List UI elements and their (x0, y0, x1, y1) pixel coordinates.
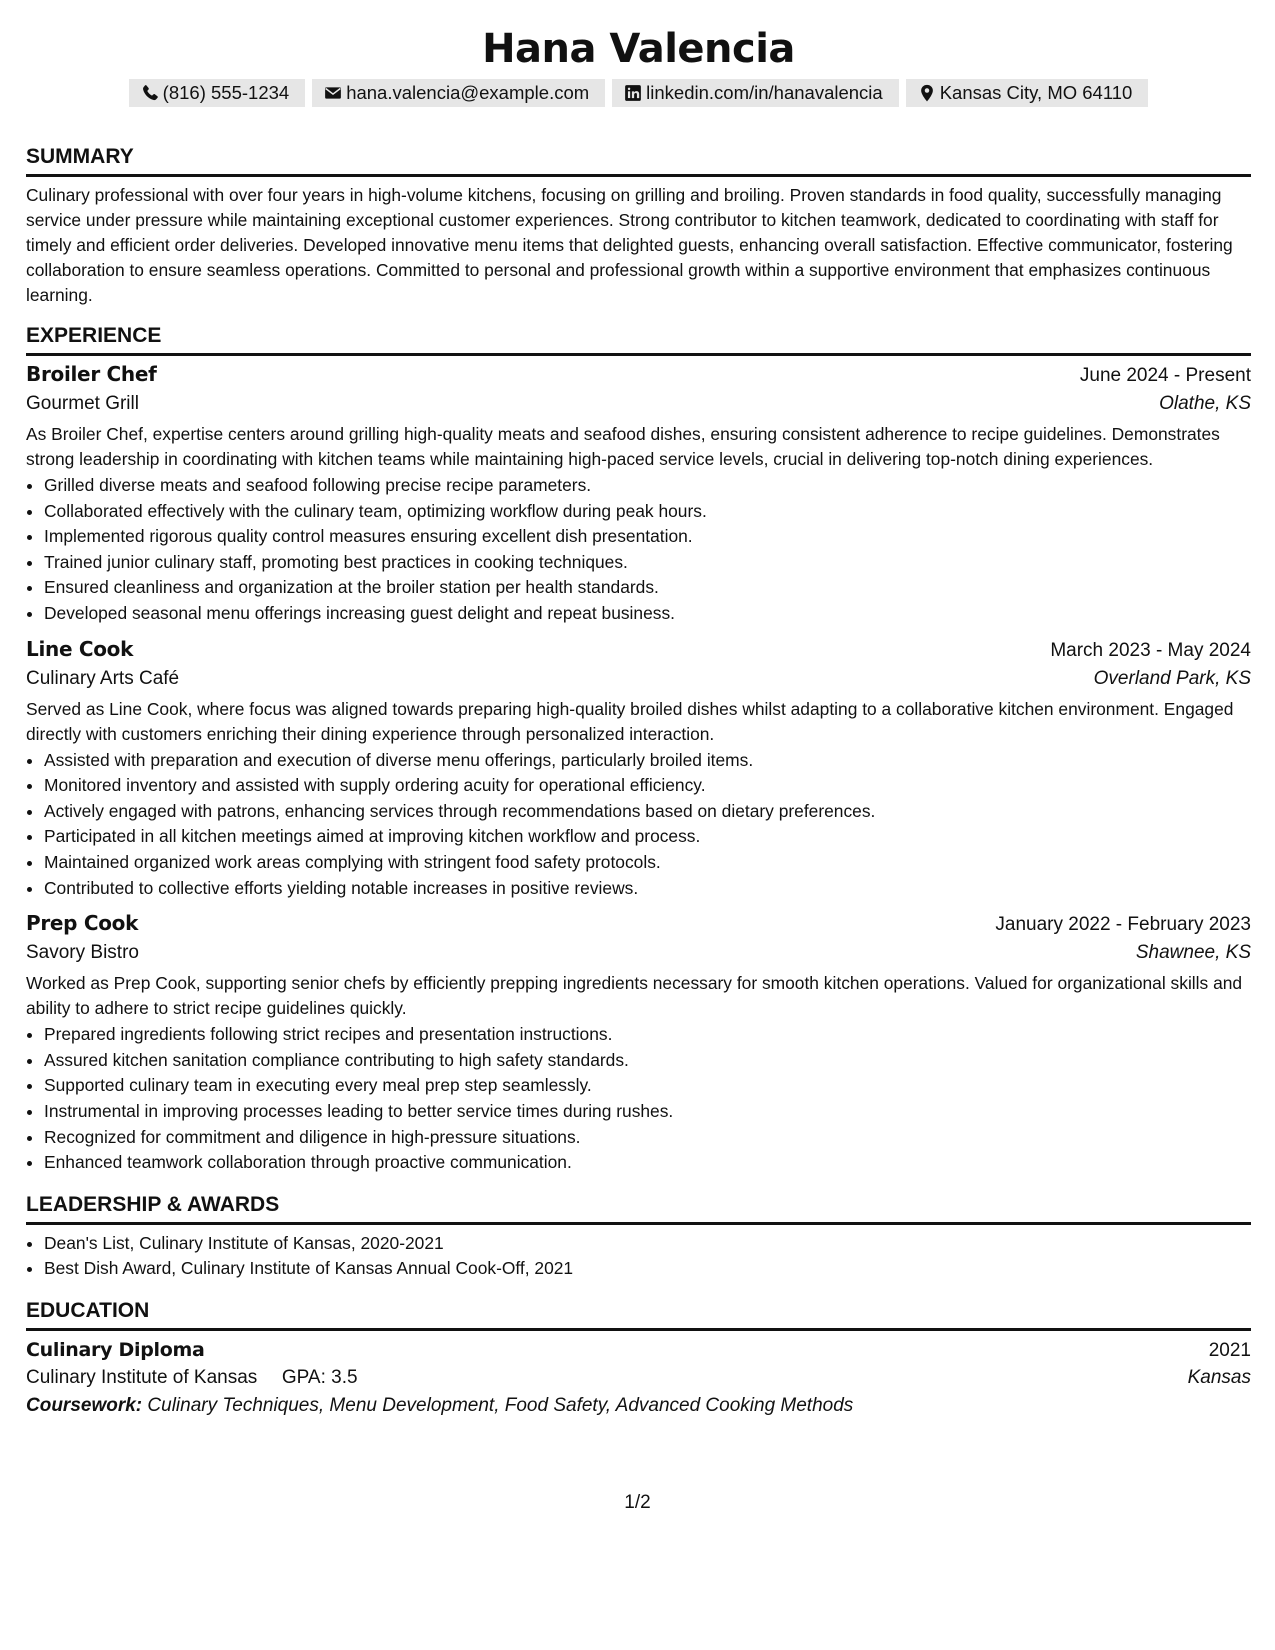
contact-linkedin-text: linkedin.com/in/hanavalencia (646, 82, 883, 103)
coursework-label: Coursework: (26, 1394, 143, 1416)
school-name: Culinary Institute of Kansas (26, 1366, 258, 1388)
section-title-education: EDUCATION (26, 1298, 1251, 1331)
coursework-list: Culinary Techniques, Menu Development, Food Safety, Advanced Cooking Methods (147, 1394, 854, 1416)
contact-bar (26, 79, 1251, 107)
list-item: • Grilled diverse meats and seafood following precise recipe parameters. (44, 473, 1251, 499)
job-dates: January 2022 - February 2023 (995, 914, 1251, 936)
contact-phone[interactable] (129, 79, 306, 107)
contact-phone-text: (816) 555-1234 (162, 82, 290, 103)
job-bullets (26, 473, 1251, 627)
list-item: • Enhanced teamwork collaboration through proactive communication. (44, 1150, 1251, 1176)
list-item: • Instrumental in improving processes leading to better service times during rushes. (44, 1099, 1251, 1125)
map-marker-icon (918, 84, 936, 102)
job-title: Prep Cook (26, 911, 139, 936)
summary-text: Culinary professional with over four years in high-volume kitchens, focusing on grilling and broiling. Proven standards in food quality, successfully managing service under pressure while maintaining exceptional customer experiences. Strong contributor to kitchen teamwork, dedicated to coordinating with staff for timely and efficient order deliveries. Developed innovative menu items that delighted guests, enhancing overall satisfaction. Effective communicator, fostering collaboration to ensure seamless operations. Committed to personal and professional growth within a supportive environment that emphasizes continuous learning. (26, 185, 1233, 305)
list-item: • Maintained organized work areas complying with stringent food safety protocols. (44, 850, 1251, 876)
job-title: Line Cook (26, 636, 134, 661)
resume-page (26, 22, 1251, 1417)
awards-section (26, 1192, 1251, 1282)
contact-email-text: hana.valencia@example.com (346, 82, 590, 103)
job-location: Olathe, KS (1159, 393, 1251, 414)
list-item: • Actively engaged with patrons, enhancing services through recommendations based on dietary preferences. (44, 799, 1251, 825)
list-item: • Dean's List, Culinary Institute of Kansas, 2020-2021 (44, 1231, 1251, 1257)
job-entry (26, 362, 1251, 627)
list-item: • Collaborated effectively with the culinary team, optimizing workflow during peak hours. (44, 499, 1251, 525)
list-item: • Participated in all kitchen meetings aimed at improving kitchen workflow and process. (44, 824, 1251, 850)
job-entry (26, 911, 1251, 1176)
phone-icon (141, 84, 159, 102)
contact-location-text: Kansas City, MO 64110 (939, 82, 1133, 103)
job-dates: March 2023 - May 2024 (1050, 639, 1251, 661)
graduation-year: 2021 (1208, 1339, 1251, 1361)
list-item: • Recognized for commitment and diligence in high-pressure situations. (44, 1125, 1251, 1151)
linkedin-icon (624, 84, 642, 102)
list-item: • Ensured cleanliness and organization at the broiler station per health standards. (44, 575, 1251, 601)
envelope-icon (324, 84, 342, 102)
section-title-summary: SUMMARY (26, 144, 1251, 177)
job-dates: June 2024 - Present (1079, 365, 1251, 386)
job-location: Overland Park, KS (1093, 667, 1251, 689)
degree-title: Culinary Diploma (26, 1338, 205, 1361)
list-item: • Best Dish Award, Culinary Institute of Kansas Annual Cook-Off, 2021 (44, 1256, 1251, 1282)
list-item: • Contributed to collective efforts yielding notable increases in positive reviews. (44, 876, 1251, 902)
job-description: As Broiler Chef, expertise centers around grilling high-quality meats and seafood dishes, ensuring consistent adherence to recipe guidelines. Demonstrates strong leadership in coordinating with kitchen teams while maintaining high-paced service levels, crucial in delivering top-notch dining experiences. (26, 424, 1220, 469)
job-company: Gourmet Grill (26, 393, 139, 414)
list-item: • Supported culinary team in executing every meal prep step seamlessly. (44, 1073, 1251, 1099)
section-title-experience: EXPERIENCE (26, 323, 1251, 356)
summary-section (26, 144, 1251, 308)
candidate-name: Hana Valencia (482, 26, 795, 72)
job-bullets (26, 748, 1251, 902)
gpa: GPA: 3.5 (281, 1366, 358, 1388)
job-description: Served as Line Cook, where focus was aligned towards preparing high-quality broiled dishes whilst adapting to a collaborative kitchen environment. Engaged directly with customers enriching their dining experience through personalized interaction. (26, 698, 1234, 744)
contact-location (906, 79, 1149, 107)
contact-email[interactable] (312, 79, 605, 107)
experience-section (26, 323, 1251, 1176)
awards-list (26, 1231, 1251, 1282)
job-bullets (26, 1022, 1251, 1176)
list-item: • Assisted with preparation and execution of diverse menu offerings, particularly broiled items. (44, 748, 1251, 774)
list-item: • Trained junior culinary staff, promoting best practices in cooking techniques. (44, 550, 1251, 576)
coursework (26, 1395, 1251, 1417)
job-description: Worked as Prep Cook, supporting senior chefs by efficiently prepping ingredients necessary for smooth kitchen operations. Valued for organizational skills and ability to adhere to strict recipe guidelines quickly. (26, 973, 1243, 1019)
education-section (26, 1298, 1251, 1417)
job-title: Broiler Chef (26, 362, 157, 386)
list-item: • Monitored inventory and assisted with supply ordering acuity for operational efficiency. (44, 773, 1251, 799)
page-number: 1/2 (624, 1492, 651, 1513)
contact-linkedin[interactable] (612, 79, 899, 107)
section-title-awards: LEADERSHIP & AWARDS (26, 1192, 1251, 1225)
job-company: Savory Bistro (26, 942, 139, 964)
job-entry (26, 637, 1251, 902)
list-item: • Prepared ingredients following strict recipes and presentation instructions. (44, 1022, 1251, 1048)
list-item: • Developed seasonal menu offerings increasing guest delight and repeat business. (44, 601, 1251, 627)
school-location: Kansas (1187, 1366, 1251, 1388)
job-location: Shawnee, KS (1135, 942, 1251, 964)
list-item: • Assured kitchen sanitation compliance contributing to high safety standards. (44, 1048, 1251, 1074)
job-company: Culinary Arts Café (26, 667, 180, 689)
list-item: • Implemented rigorous quality control measures ensuring excellent dish presentation. (44, 524, 1251, 550)
